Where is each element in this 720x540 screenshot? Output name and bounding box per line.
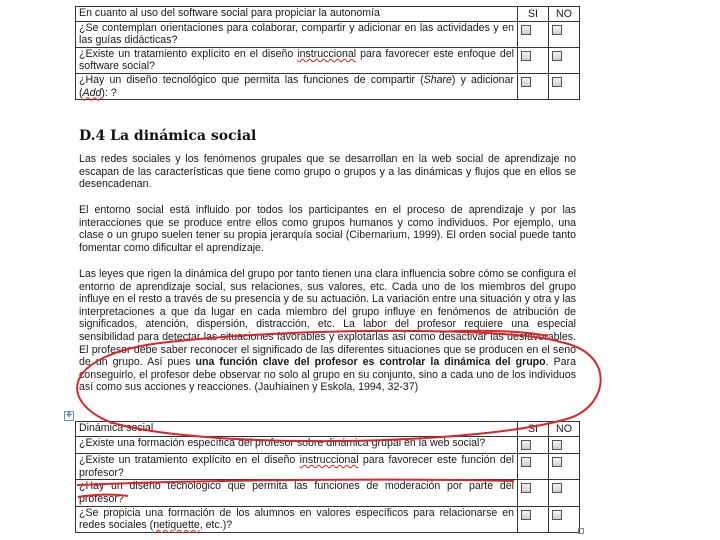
yes-checkbox[interactable] <box>521 510 531 520</box>
table-row <box>76 436 580 454</box>
table-row <box>76 47 580 73</box>
table-cell-question: ¿Existe un tratamiento explícito en el diseño instruccional para favorecer este enfoque del software social? <box>76 47 518 73</box>
no-checkbox[interactable] <box>552 25 562 35</box>
no-checkbox[interactable] <box>552 77 562 87</box>
table-row <box>76 506 580 532</box>
table-row <box>76 454 580 480</box>
table-cell-question: ¿Se contemplan orientaciones para colaborar, compartir y adicionar en las actividades y en las guías didácticas? <box>76 21 518 47</box>
no-checkbox[interactable] <box>552 457 562 467</box>
table-cell-question: En cuanto al uso del software social para propiciar la autonomía <box>76 7 518 22</box>
table-row <box>76 480 580 506</box>
table-cell-question: ¿Hay un diseño tecnológico que permita las funciones de moderación por parte del profesor? <box>76 480 518 506</box>
autonomy-checklist-table <box>75 6 580 100</box>
table-cell-question: ¿Existe un tratamiento explícito en el diseño instruccional para favorecer este función del profesor? <box>76 454 518 480</box>
no-header: NO <box>549 422 580 437</box>
no-checkbox[interactable] <box>552 440 562 450</box>
yes-header: SI <box>518 7 549 22</box>
table-row <box>76 7 580 22</box>
yes-checkbox[interactable] <box>521 25 531 35</box>
no-header: NO <box>549 7 580 22</box>
key-statement: una función clave del profesor es controlar la dinámica del grupo <box>195 356 546 369</box>
table-cell-question: ¿Hay un diseño tecnológico que permita las funciones de compartir (Share) y adicionar (Add): ? <box>76 73 518 99</box>
table-header-question: Dinámica social <box>76 422 518 437</box>
yes-header: SI <box>518 422 549 437</box>
table-move-handle-icon[interactable]: ✥ <box>64 411 74 421</box>
yes-checkbox[interactable] <box>521 457 531 467</box>
table-row <box>76 73 580 99</box>
yes-checkbox[interactable] <box>521 51 531 61</box>
no-checkbox[interactable] <box>552 483 562 493</box>
section-heading: D.4 La dinámica social <box>79 128 257 144</box>
table-row <box>76 422 580 437</box>
table-resize-handle[interactable] <box>578 528 584 534</box>
yes-checkbox[interactable] <box>521 77 531 87</box>
no-checkbox[interactable] <box>552 51 562 61</box>
table-cell-question: ¿Existe una formación específica del profesor sobre dinámica grupal en la web social? <box>76 436 518 454</box>
yes-checkbox[interactable] <box>521 483 531 493</box>
yes-checkbox[interactable] <box>521 440 531 450</box>
table-cell-question: ¿Se propicia una formación de los alumnos en valores específicos para relacionarse en redes sociales (netiquette, etc.)? <box>76 506 518 532</box>
table-row <box>76 21 580 47</box>
no-checkbox[interactable] <box>552 510 562 520</box>
group-dynamics-checklist-table <box>75 421 580 533</box>
paragraph: El entorno social está influido por todos los participantes en el proceso de aprendizaje y por las interacciones que se produce entre ellos como grupos humanos y como individuos. Por ejemplo, una clase o un grupo suelen tener su propia jerarquía social (Cibernarium, 1999). El orden social puede tanto fomentar como dificultar el aprendizaje. <box>79 204 576 254</box>
paragraph: Las leyes que rigen la dinámica del grupo por tanto tienen una clara influencia sobre cómo se configura el entorno de aprendizaje social, sus relaciones, sus valores, etc. Cada uno de los miembros del grupo influye en el resto a través de su presencia y de su actuación. La variación entre una situación y otra y las interpretaciones a que da lugar en cada miembro del grupo influye en fenómenos de atribución de significados, atención, dispersión, distracción, etc. La labor del profesor requiere una especial sensibilidad para detectar las situaciones favorables y explotarlas así como desactivar las desfavorables. El profesor debe saber reconocer el significado de las diferentes situaciones que se producen en el seno de un grupo. Así pues una función clave del profesor es controlar la dinámica del grupo. Para conseguirlo, el profesor debe observar no solo al grupo en su conjunto, sino a cada uno de los individuos así como sus acciones y reacciones. (Jauhiainen y Eskola, 1994, 32-37) <box>79 268 576 394</box>
paragraph: Las redes sociales y los fenómenos grupales que se desarrollan en la web social de aprendizaje no escapan de las características que tiene como grupo o grupos y a las dinámicas y flujos que en ellos se desencadenan. <box>79 153 576 191</box>
